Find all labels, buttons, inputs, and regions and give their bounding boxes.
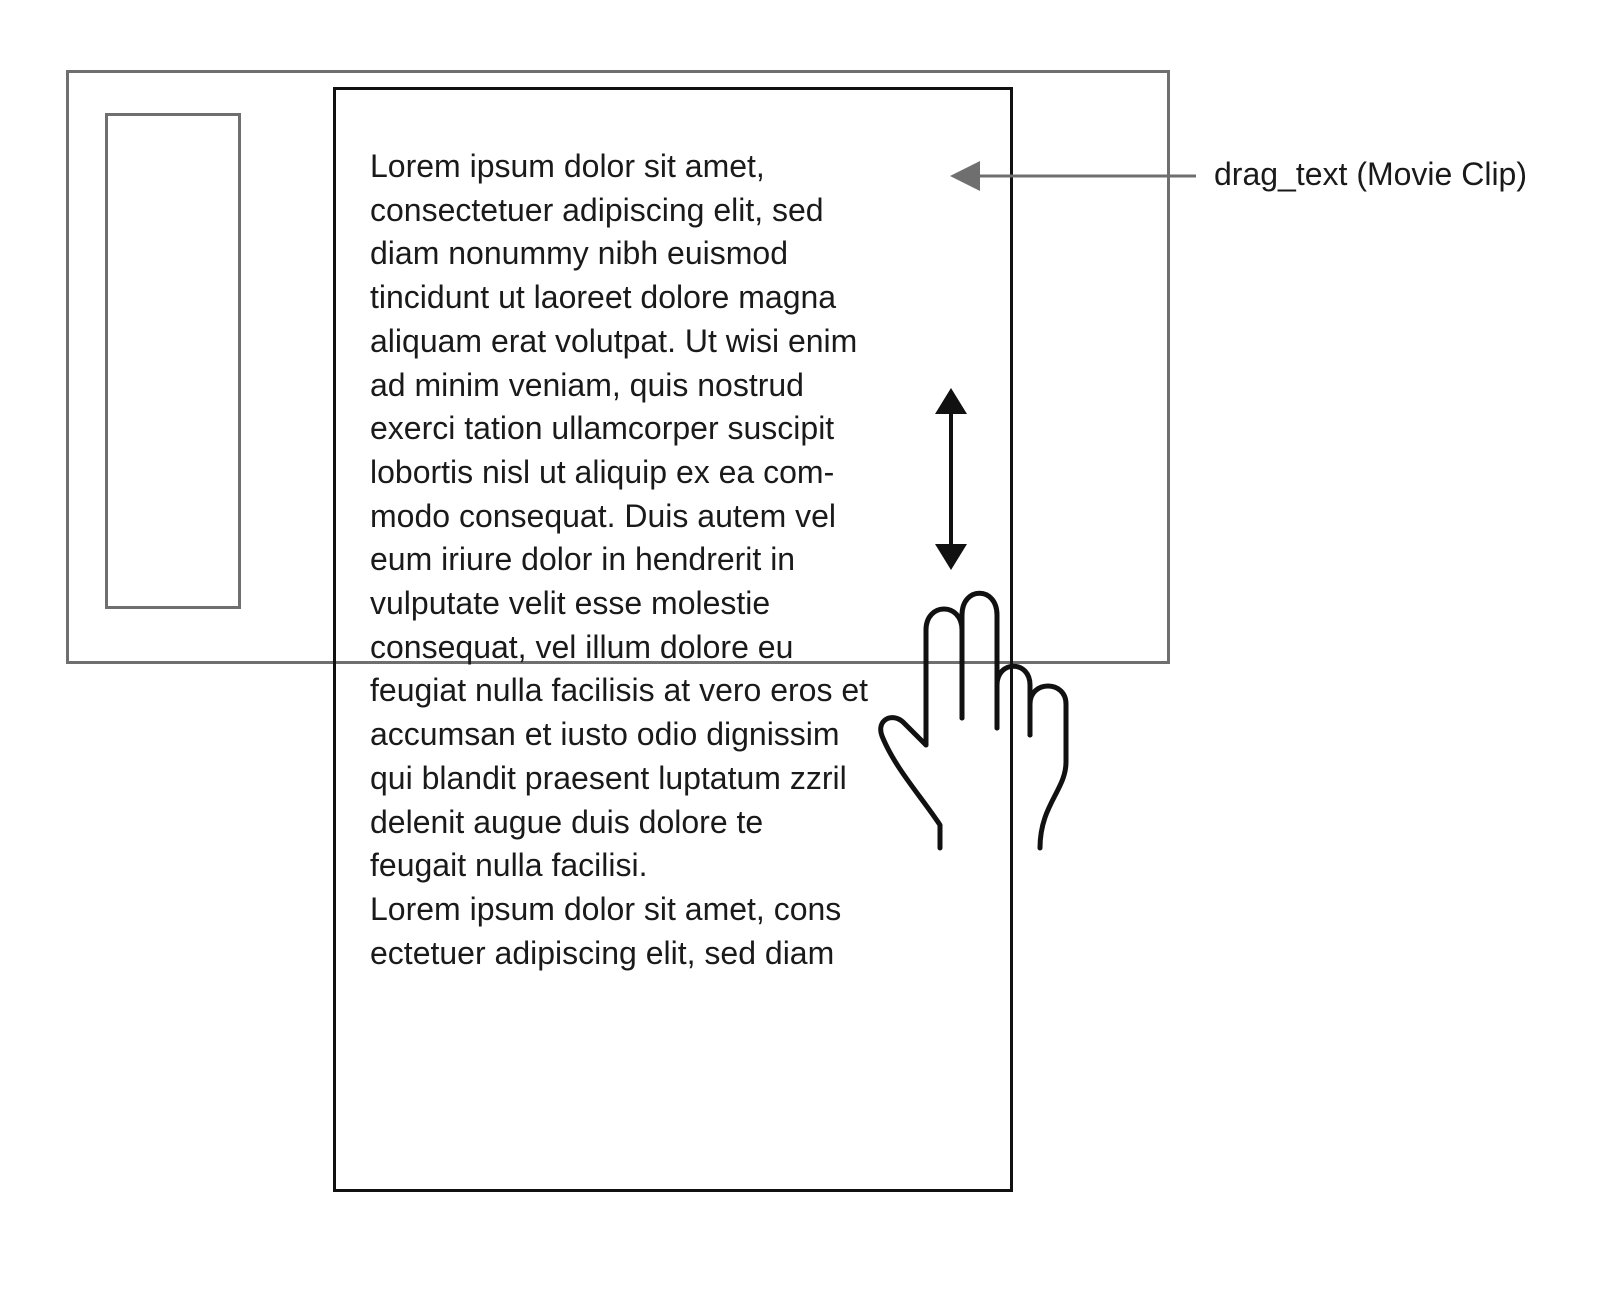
drag-text-callout-label: drag_text (Movie Clip) [1214,156,1527,192]
clip-text-line: ectetuer adipiscing elit, sed diam [370,934,835,971]
clip-text-line: consectetuer adipiscing elit, sed [370,191,824,228]
clip-text-line: accumsan et iusto odio dignissim [370,716,840,753]
clip-text-line: qui blandit praesent luptatum zzril [370,759,847,796]
clip-text-line: feugait nulla facilisi. [370,847,648,884]
clip-text-line: diam nonummy nibh euismod [370,235,788,272]
clip-text-line: delenit augue duis dolore te [370,803,764,840]
arrow-left-icon [950,161,1196,191]
clip-text-line: eum iriure dolor in hendrerit in [370,541,796,578]
clip-text-line: aliquam erat volutpat. Ut wisi enim [370,322,858,359]
clip-text-line: modo consequat. Duis autem vel [370,497,837,534]
clip-text-line: ad minim veniam, quis nostrud [370,366,804,403]
clip-text-line: feugiat nulla facilisis at vero eros et [370,672,869,709]
clip-text-line: lobortis nisl ut aliquip ex ea com- [370,453,835,490]
clip-text-line: exerci tation ullamcorper suscipit [370,410,835,447]
clip-text-line: vulputate velit esse molestie [370,585,771,622]
clip-text-line: consequat, vel illum dolore eu [370,628,794,665]
clip-text-line: Lorem ipsum dolor sit amet, cons [370,890,842,927]
hand-pointer-icon[interactable] [881,593,1066,848]
vertical-double-arrow-icon [935,388,967,570]
clip-text-line: tincidunt ut laoreet dolore magna [370,279,837,316]
clip-text-line: Lorem ipsum dolor sit amet, [370,148,765,184]
